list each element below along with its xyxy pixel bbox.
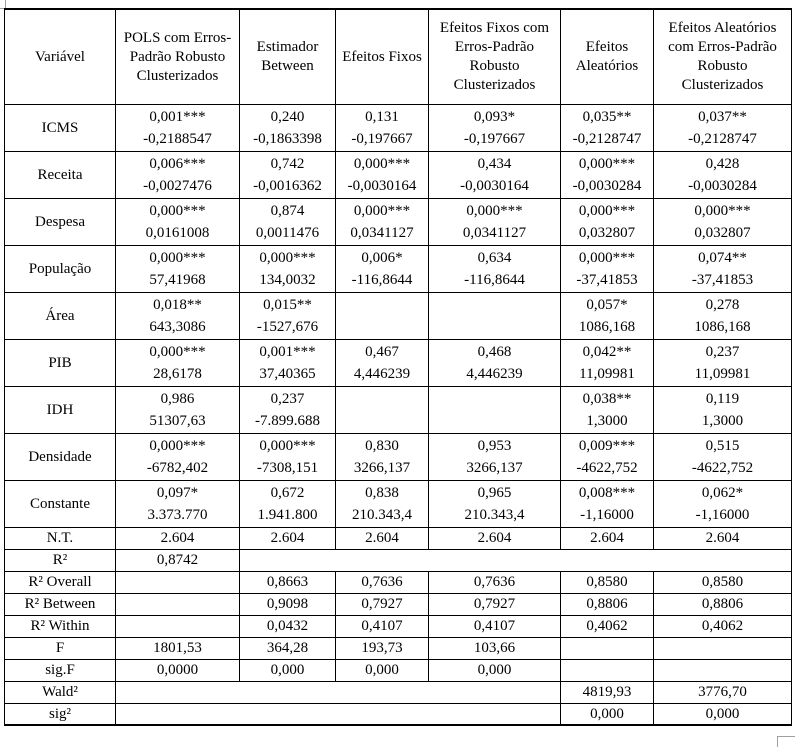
coefficient: -6782,402 bbox=[146, 460, 209, 476]
stat-cell: 0,8580 bbox=[654, 572, 792, 594]
stat-cell bbox=[116, 572, 240, 594]
coefficient: -1527,676 bbox=[256, 319, 319, 335]
coefficient: 3266,137 bbox=[466, 460, 523, 476]
p-value: 0,037** bbox=[698, 109, 747, 125]
p-value: 0,515 bbox=[705, 438, 740, 454]
stat-cell bbox=[654, 638, 792, 660]
row-label: População bbox=[5, 246, 116, 293]
coefficient-cell bbox=[116, 105, 240, 152]
coefficient-cell bbox=[429, 340, 561, 387]
table-row bbox=[5, 481, 792, 528]
p-value: 0,000*** bbox=[149, 344, 206, 360]
coefficient-cell bbox=[654, 481, 792, 528]
table-row bbox=[5, 704, 792, 726]
coefficient: -0,197667 bbox=[351, 131, 413, 147]
coefficient-cell bbox=[116, 246, 240, 293]
coefficient: 0,0341127 bbox=[462, 225, 527, 241]
stat-cell: 0,4107 bbox=[429, 616, 561, 638]
stat-cell: 0,8806 bbox=[561, 594, 654, 616]
stat-cell: 0,000 bbox=[654, 704, 792, 726]
row-label: Despesa bbox=[5, 199, 116, 246]
row-label: Receita bbox=[5, 152, 116, 199]
coefficient: -0,0016362 bbox=[253, 178, 322, 194]
coefficient-cell bbox=[240, 152, 336, 199]
coefficient-cell bbox=[336, 199, 429, 246]
p-value: 0,006*** bbox=[149, 156, 206, 172]
coefficient-cell bbox=[336, 481, 429, 528]
stat-cell: 2.604 bbox=[240, 528, 336, 550]
table-row bbox=[5, 434, 792, 481]
coefficient: 11,09981 bbox=[694, 366, 751, 382]
column-header-variable: Variável bbox=[5, 10, 116, 105]
p-value: 0,008*** bbox=[578, 485, 636, 501]
coefficient: 1086,168 bbox=[578, 319, 636, 335]
stat-cell: 0,4062 bbox=[654, 616, 792, 638]
coefficient: 28,6178 bbox=[153, 366, 202, 382]
p-value: 0,965 bbox=[477, 485, 512, 501]
p-value: 0,953 bbox=[477, 438, 512, 454]
p-value: 0,672 bbox=[270, 485, 305, 501]
coefficient: -37,41853 bbox=[576, 272, 638, 288]
coefficient: 0,032807 bbox=[694, 225, 751, 241]
coefficient-cell bbox=[654, 199, 792, 246]
row-label: R² Within bbox=[5, 616, 116, 638]
coefficient-cell bbox=[240, 105, 336, 152]
column-header: Estimador Between bbox=[240, 10, 336, 105]
stat-cell: 0,000 bbox=[561, 704, 654, 726]
coefficient-cell bbox=[429, 105, 561, 152]
table-row bbox=[5, 340, 792, 387]
coefficient-cell bbox=[654, 340, 792, 387]
coefficient-cell bbox=[116, 152, 240, 199]
table-row bbox=[5, 246, 792, 293]
coefficient-cell bbox=[336, 434, 429, 481]
coefficient-cell bbox=[336, 246, 429, 293]
row-label: R² bbox=[5, 550, 116, 572]
p-value: 0,035** bbox=[582, 109, 632, 125]
coefficient-cell bbox=[116, 387, 240, 434]
stat-cell: 0,9098 bbox=[240, 594, 336, 616]
coefficient-cell bbox=[561, 434, 654, 481]
coefficient: -0,0030284 bbox=[688, 178, 757, 194]
coefficient: 11,09981 bbox=[579, 366, 635, 382]
row-label: F bbox=[5, 638, 116, 660]
table-row bbox=[5, 682, 792, 704]
row-label: PIB bbox=[5, 340, 116, 387]
p-value: 0,428 bbox=[705, 156, 740, 172]
coefficient-cell bbox=[561, 387, 654, 434]
p-value: 0,434 bbox=[477, 156, 512, 172]
selection-handle-artifact-bottomright bbox=[777, 736, 795, 747]
p-value: 0,237 bbox=[705, 344, 740, 360]
stat-cell: 2.604 bbox=[654, 528, 792, 550]
table-row bbox=[5, 152, 792, 199]
coefficient-cell bbox=[561, 246, 654, 293]
row-label: ICMS bbox=[5, 105, 116, 152]
stat-cell bbox=[240, 550, 792, 572]
table-row bbox=[5, 660, 792, 682]
coefficient: 210.343,4 bbox=[352, 507, 412, 523]
p-value: 0,000*** bbox=[259, 438, 316, 454]
stat-cell: 0,7927 bbox=[336, 594, 429, 616]
row-label: sig² bbox=[5, 704, 116, 726]
p-value: 0,468 bbox=[477, 344, 512, 360]
row-label: R² Between bbox=[5, 594, 116, 616]
stat-cell: 0,7927 bbox=[429, 594, 561, 616]
coefficient: -0,197667 bbox=[463, 131, 526, 147]
coefficient: -116,8644 bbox=[351, 272, 413, 288]
coefficient: 57,41968 bbox=[149, 272, 206, 288]
stat-cell: 0,0000 bbox=[116, 660, 240, 682]
coefficient: -0,2128747 bbox=[688, 131, 757, 147]
coefficient: -0,0030284 bbox=[572, 178, 642, 194]
coefficient: 1086,168 bbox=[694, 319, 751, 335]
table-body bbox=[5, 10, 792, 726]
stat-cell: 193,73 bbox=[336, 638, 429, 660]
p-value: 0,042** bbox=[582, 344, 632, 360]
coefficient-cell bbox=[561, 481, 654, 528]
p-value: 0,009*** bbox=[578, 438, 636, 454]
p-value: 0,000*** bbox=[694, 203, 751, 219]
column-header: Efeitos Fixos com Erros-Padrão Robusto Clusterizados bbox=[429, 10, 561, 105]
stat-cell: 0,8806 bbox=[654, 594, 792, 616]
coefficient-cell bbox=[116, 434, 240, 481]
coefficient: -0,2188547 bbox=[143, 131, 212, 147]
p-value: 0,000*** bbox=[259, 250, 316, 266]
column-header: Efeitos Aleatórios bbox=[561, 10, 654, 105]
coefficient-cell bbox=[240, 340, 336, 387]
stat-cell: 0,8742 bbox=[116, 550, 240, 572]
coefficient-cell bbox=[429, 199, 561, 246]
coefficient: 1,3000 bbox=[701, 413, 744, 429]
coefficient-cell bbox=[240, 246, 336, 293]
p-value: 0,000*** bbox=[578, 203, 636, 219]
coefficient: -1,16000 bbox=[695, 507, 750, 523]
header-row bbox=[5, 10, 792, 105]
coefficient-cell bbox=[561, 293, 654, 340]
coefficient-cell bbox=[561, 105, 654, 152]
coefficient-cell bbox=[240, 434, 336, 481]
stat-cell bbox=[654, 660, 792, 682]
coefficient-cell bbox=[561, 152, 654, 199]
table-row bbox=[5, 528, 792, 550]
column-header: Efeitos Aleatórios com Erros-Padrão Robusto Clusterizados bbox=[654, 10, 792, 105]
stat-cell bbox=[561, 660, 654, 682]
coefficient: 51307,63 bbox=[149, 413, 206, 429]
p-value: 0,467 bbox=[365, 344, 399, 360]
stat-cell: 0,7636 bbox=[336, 572, 429, 594]
coefficient: -0,1863398 bbox=[253, 131, 322, 147]
coefficient: -37,41853 bbox=[691, 272, 754, 288]
p-value: 0,742 bbox=[270, 156, 305, 172]
p-value: 0,986 bbox=[160, 391, 195, 407]
p-value: 0,015** bbox=[263, 297, 312, 313]
p-value: 0,057* bbox=[586, 297, 628, 313]
stat-cell: 3776,70 bbox=[654, 682, 792, 704]
row-label: Wald² bbox=[5, 682, 116, 704]
coefficient: 1,3000 bbox=[586, 413, 628, 429]
stat-cell: 0,7636 bbox=[429, 572, 561, 594]
coefficient: 1.941.800 bbox=[257, 507, 318, 523]
p-value: 0,000*** bbox=[578, 156, 636, 172]
coefficient-cell bbox=[116, 481, 240, 528]
stat-cell: 0,000 bbox=[336, 660, 429, 682]
coefficient: 4,446239 bbox=[353, 366, 411, 382]
stat-cell: 4819,93 bbox=[561, 682, 654, 704]
row-label: IDH bbox=[5, 387, 116, 434]
coefficient: -4622,752 bbox=[576, 460, 638, 476]
coefficient: 37,40365 bbox=[259, 366, 316, 382]
coefficient-cell bbox=[429, 152, 561, 199]
stat-cell: 2.604 bbox=[429, 528, 561, 550]
p-value: 0,062* bbox=[701, 485, 744, 501]
row-label: sig.F bbox=[5, 660, 116, 682]
coefficient: 3.373.770 bbox=[147, 507, 208, 523]
coefficient-cell bbox=[561, 340, 654, 387]
coefficient-cell bbox=[429, 387, 561, 434]
stat-cell: 2.604 bbox=[116, 528, 240, 550]
coefficient-cell bbox=[336, 340, 429, 387]
row-label: Densidade bbox=[5, 434, 116, 481]
coefficient-cell bbox=[240, 481, 336, 528]
stat-cell: 364,28 bbox=[240, 638, 336, 660]
coefficient-cell bbox=[116, 293, 240, 340]
row-label: Constante bbox=[5, 481, 116, 528]
coefficient-cell bbox=[429, 481, 561, 528]
coefficient: -0,0030164 bbox=[347, 178, 417, 194]
coefficient-cell bbox=[654, 152, 792, 199]
stat-cell: 0,4107 bbox=[336, 616, 429, 638]
stat-cell bbox=[116, 704, 561, 726]
table-row bbox=[5, 616, 792, 638]
column-header: Efeitos Fixos bbox=[336, 10, 429, 105]
stat-cell: 1801,53 bbox=[116, 638, 240, 660]
stat-cell: 0,0432 bbox=[240, 616, 336, 638]
stat-cell: 0,8580 bbox=[561, 572, 654, 594]
p-value: 0,000*** bbox=[149, 203, 206, 219]
stat-cell: 0,000 bbox=[429, 660, 561, 682]
coefficient-cell bbox=[429, 434, 561, 481]
stat-cell: 2.604 bbox=[336, 528, 429, 550]
stat-cell: 0,8663 bbox=[240, 572, 336, 594]
table-row bbox=[5, 638, 792, 660]
p-value: 0,000*** bbox=[149, 250, 206, 266]
stat-cell bbox=[116, 682, 561, 704]
coefficient-cell bbox=[240, 387, 336, 434]
row-label: Área bbox=[5, 293, 116, 340]
coefficient-cell bbox=[336, 152, 429, 199]
p-value: 0,097* bbox=[156, 485, 199, 501]
p-value: 0,006* bbox=[361, 250, 403, 266]
p-value: 0,838 bbox=[365, 485, 399, 501]
p-value: 0,830 bbox=[365, 438, 399, 454]
regression-results-table bbox=[4, 8, 792, 726]
p-value: 0,237 bbox=[270, 391, 305, 407]
stat-cell: 103,66 bbox=[429, 638, 561, 660]
coefficient: 210.343,4 bbox=[464, 507, 525, 523]
coefficient: 134,0032 bbox=[259, 272, 316, 288]
p-value: 0,018** bbox=[153, 297, 202, 313]
stat-cell bbox=[116, 616, 240, 638]
coefficient-cell bbox=[654, 434, 792, 481]
coefficient: 0,032807 bbox=[578, 225, 636, 241]
coefficient: -0,0030164 bbox=[460, 178, 529, 194]
row-label: R² Overall bbox=[5, 572, 116, 594]
coefficient: -116,8644 bbox=[464, 272, 525, 288]
coefficient-cell bbox=[116, 199, 240, 246]
p-value: 0,001*** bbox=[259, 344, 316, 360]
table-row bbox=[5, 572, 792, 594]
coefficient-cell bbox=[654, 387, 792, 434]
coefficient-cell bbox=[654, 293, 792, 340]
coefficient: -4622,752 bbox=[691, 460, 754, 476]
coefficient: 0,0011476 bbox=[255, 225, 320, 241]
p-value: 0,278 bbox=[705, 297, 740, 313]
coefficient-cell bbox=[240, 199, 336, 246]
stat-cell bbox=[561, 638, 654, 660]
p-value: 0,000*** bbox=[466, 203, 523, 219]
table-row bbox=[5, 199, 792, 246]
coefficient: -0,2128747 bbox=[572, 131, 642, 147]
coefficient: -7308,151 bbox=[256, 460, 319, 476]
coefficient-cell bbox=[429, 246, 561, 293]
table-row bbox=[5, 293, 792, 340]
coefficient-cell bbox=[654, 105, 792, 152]
table-row bbox=[5, 387, 792, 434]
p-value: 0,000*** bbox=[353, 156, 411, 172]
column-header: POLS com Erros-Padrão Robusto Clusterizados bbox=[116, 10, 240, 105]
stat-cell: 0,4062 bbox=[561, 616, 654, 638]
p-value: 0,131 bbox=[365, 109, 399, 125]
p-value: 0,119 bbox=[705, 391, 740, 407]
coefficient: -0,0027476 bbox=[143, 178, 212, 194]
stat-cell bbox=[116, 594, 240, 616]
stat-cell: 2.604 bbox=[561, 528, 654, 550]
p-value: 0,000*** bbox=[149, 438, 206, 454]
p-value: 0,093* bbox=[473, 109, 516, 125]
coefficient: 643,3086 bbox=[149, 319, 206, 335]
table-row bbox=[5, 594, 792, 616]
coefficient-cell bbox=[240, 293, 336, 340]
coefficient: 0,0161008 bbox=[145, 225, 210, 241]
coefficient-cell bbox=[336, 293, 429, 340]
coefficient-cell bbox=[116, 340, 240, 387]
coefficient-cell bbox=[561, 199, 654, 246]
coefficient: 3266,137 bbox=[353, 460, 411, 476]
coefficient-cell bbox=[429, 293, 561, 340]
coefficient: 0,0341127 bbox=[350, 225, 414, 241]
coefficient-cell bbox=[336, 387, 429, 434]
row-label: N.T. bbox=[5, 528, 116, 550]
table-row bbox=[5, 550, 792, 572]
p-value: 0,000*** bbox=[578, 250, 636, 266]
p-value: 0,000*** bbox=[353, 203, 411, 219]
coefficient: -1,16000 bbox=[580, 507, 634, 523]
coefficient: -7.899.688 bbox=[255, 413, 320, 429]
p-value: 0,038** bbox=[582, 391, 632, 407]
p-value: 0,001*** bbox=[149, 109, 206, 125]
stat-cell: 0,000 bbox=[240, 660, 336, 682]
p-value: 0,874 bbox=[270, 203, 305, 219]
p-value: 0,240 bbox=[270, 109, 305, 125]
p-value: 0,074** bbox=[698, 250, 747, 266]
table-row bbox=[5, 105, 792, 152]
coefficient: 4,446239 bbox=[466, 366, 523, 382]
coefficient-cell bbox=[654, 246, 792, 293]
p-value: 0,634 bbox=[477, 250, 512, 266]
coefficient-cell bbox=[336, 105, 429, 152]
